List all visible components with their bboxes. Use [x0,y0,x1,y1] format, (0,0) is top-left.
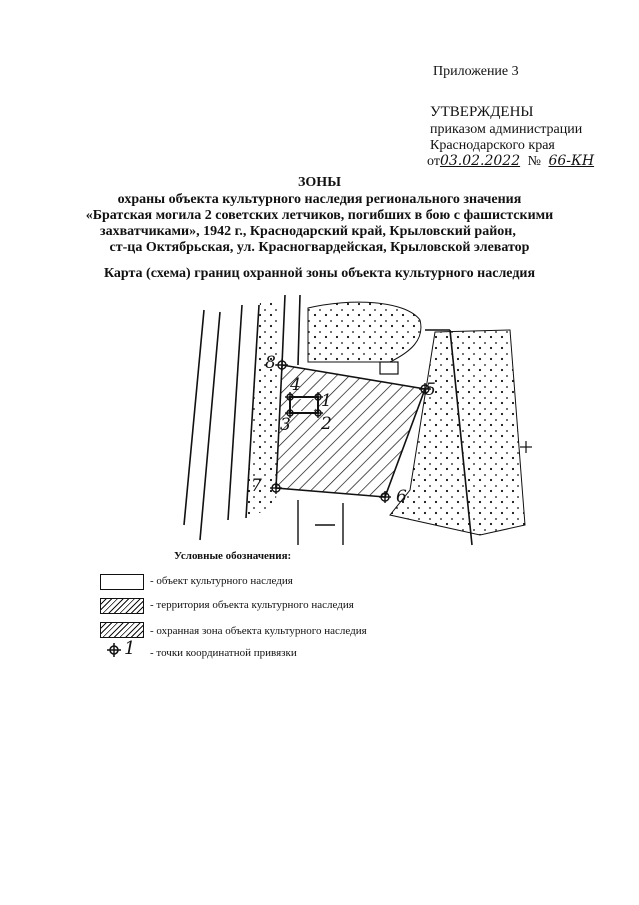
point-label-4: 4 [290,375,301,395]
cross-marker [520,441,532,453]
number-label: № [527,154,541,169]
order-date: 03.02.2022 [439,153,521,169]
point-label-6: 6 [396,487,407,507]
legend-swatch-territory [100,598,144,614]
order-line-2: Краснодарского края [430,138,555,153]
small-building [380,362,398,374]
point-label-7: 7 [251,476,262,496]
title-line-4: захватчиками», 1942 г., Краснодарский край, Крыловский район, [100,224,516,239]
legend-item-points: - точки координатной привязки [150,647,297,659]
legend-item-object: - объект культурного наследия [150,575,293,587]
legend-swatch-protection [100,622,144,638]
legend-point-symbol: 1 [124,638,136,659]
dotted-area-right [390,330,525,535]
title-line-3: «Братская могила 2 советских летчиков, погибших в бою с фашистскими [85,208,554,223]
title-zones: ЗОНЫ [298,175,341,190]
point-label-3: 3 [280,415,291,435]
legend-swatch-object [100,574,144,590]
map-subtitle: Карта (схема) границ охранной зоны объекта культурного наследия [103,266,536,281]
title-line-5: ст-ца Октябрьская, ул. Красногвардейская, Крыловской элеватор [109,240,530,255]
legend-item-territory: - территория объекта культурного наследия [150,599,354,611]
approved-label: УТВЕРЖДЕНЫ [430,104,534,120]
order-number: 66-КН [548,153,595,169]
order-date-line [427,153,594,170]
bottom-road [298,500,343,545]
point-label-8: 8 [265,353,276,373]
heritage-territory [292,399,316,411]
point-label-1: 1 [321,391,332,411]
point-label-5: 5 [425,380,436,400]
order-line-1: приказом администрации [430,122,583,137]
legend-item-protection: - охранная зона объекта культурного наследия [150,625,367,637]
crosshair-icon [104,640,124,660]
title-line-2: охраны объекта культурного наследия регионального значения [117,192,522,207]
point-label-2: 2 [321,414,332,434]
boundary-map [180,290,540,550]
from-label: от [427,154,440,169]
appendix-label: Приложение 3 [433,64,519,79]
legend-heading: Условные обозначения: [174,550,292,562]
dotted-area-top [308,302,421,362]
